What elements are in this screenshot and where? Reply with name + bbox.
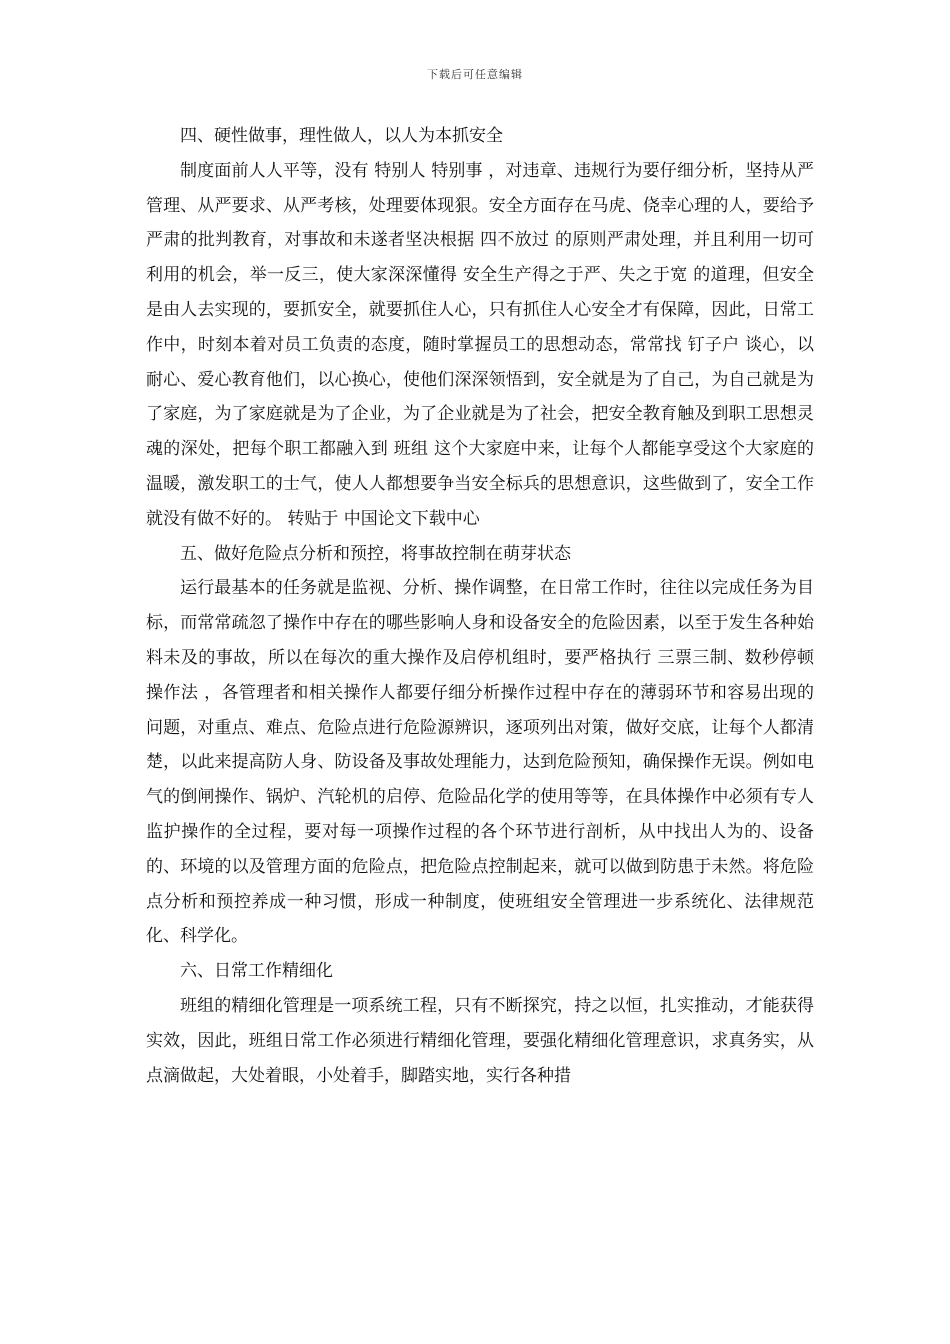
section-heading-6: 六、日常工作精细化: [180, 961, 333, 982]
section-heading-5: 五、做好危险点分析和预控，将事故控制在萌芽状态: [180, 543, 571, 564]
paragraph-section-5: 运行最基本的任务就是监视、分析、操作调整，在日常工作时，往往以完成任务为目标，而常常疏忽了操作中存在的哪些影响人身和设备安全的危险因素，以至于发生各种始料未及的事故，所以在每次的重大操作及启停机组时，要严格执行 三票三制、数秒停顿操作法 ，各管理者和相关操作人都要仔细分析操作过程中存在的薄弱环节和容易出现的问题，对重点、难点、危险点进行危险源辨识，逐项列出对策，做好交底，让每个人都清楚，以此来提高防人身、防设备及事故处理能力，达到危险预知，确保操作无误。例如电气的倒闸操作、锅炉、汽轮机的启停、危险品化学的使用等等，在具体操作中必须有专人监护操作的全过程，要对每一项操作过程的各个环节进行剖析，从中找出人为的、设备的、环境的以及管理方面的危险点，把危险点控制起来，就可以做到防患于未然。将危险点分析和预控养成一种习惯，形成一种制度，使班组安全管理进一步系统化、法律规范化、科学化。: [146, 578, 814, 947]
page-header-note: 下载后可任意编辑: [427, 68, 523, 81]
section-heading-4: 四、硬性做事，理性做人，以人为本抓安全: [180, 126, 503, 146]
document-body: [146, 119, 814, 1093]
paragraph-section-4: 制度面前人人平等，没有 特别人 特别事 ，对违章、违规行为要仔细分析，坚持从严管理、从严要求、从严考核，处理要体现狠。安全方面存在马虎、侥幸心理的人，要给予严肃的批判教育，对事故和未遂者坚决根据 四不放过 的原则严肃处理，并且利用一切可利用的机会，举一反三，使大家深深懂得 安全生产得之于严、失之于宽 的道理，但安全是由人去实现的，要抓安全，就要抓住人心，只有抓住人心安全才有保障，因此，日常工作中，时刻本着对员工负责的态度，随时掌握员工的思想动态，常常找 钉子户 谈心，以耐心、爱心教育他们，以心换心，使他们深深领悟到，安全就是为了自己，为自己就是为了家庭，为了家庭就是为了企业，为了企业就是为了社会，把安全教育触及到职工思想灵魂的深处，把每个职工都融入到 班组 这个大家庭中来，让每个人都能享受这个大家庭的温暖，激发职工的士气，使人人都想要争当安全标兵的思想意识，这些做到了，安全工作就没有做不好的。 转贴于 中国论文下载中心: [146, 160, 814, 529]
paragraph-section-6: 班组的精细化管理是一项系统工程，只有不断探究，持之以恒，扎实推动，才能获得实效，因此，班组日常工作必须进行精细化管理，要强化精细化管理意识，求真务实，从点滴做起，大处着眼，小处着手，脚踏实地，实行各种措: [146, 995, 814, 1086]
